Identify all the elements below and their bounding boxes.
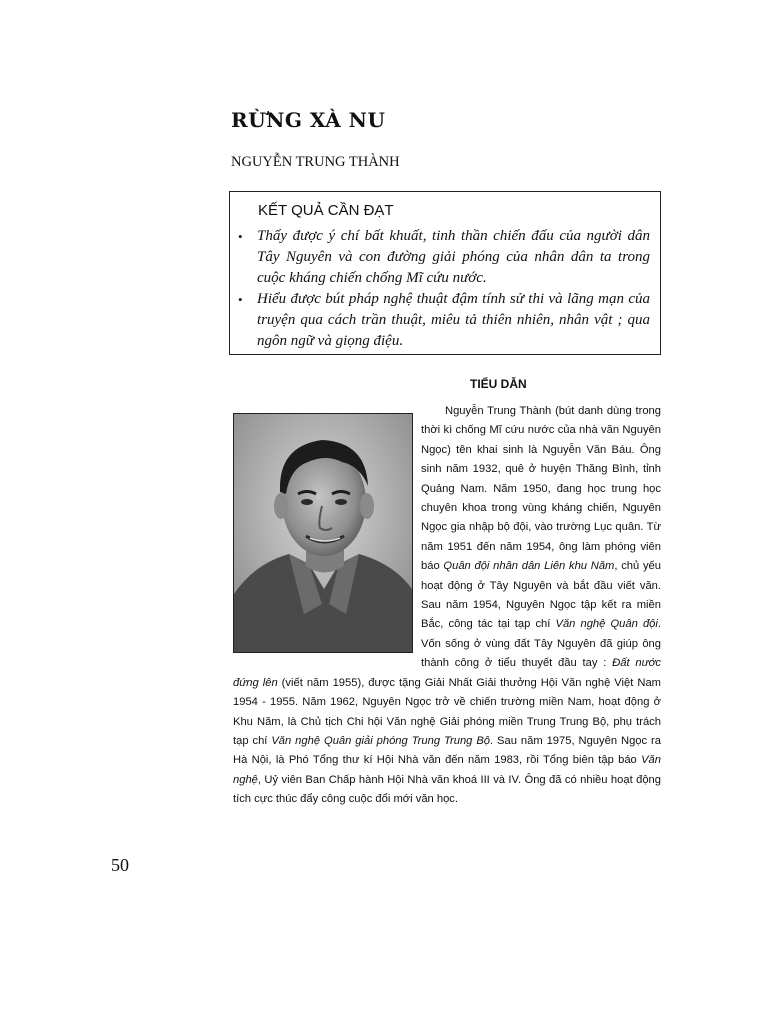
- introduction-heading: TIỂU DẪN: [470, 377, 527, 391]
- magazine-name: Văn nghệ Quân đội: [555, 618, 658, 631]
- objective-item: [238, 289, 650, 352]
- objective-text: Thấy được ý chí bất khuất, tinh thần chiến đấu của người dân Tây Nguyên và con đường giải phóng của nhân dân ta trong cuộc kháng chiến chống Mĩ cứu nước.: [257, 228, 650, 286]
- objective-text: Hiểu được bút pháp nghệ thuật đậm tính sử thi và lãng mạn của truyện qua cách trần thuật, miêu tả thiên nhiên, nhân vật ; qua ngôn ngữ và giọng điệu.: [257, 291, 650, 349]
- newspaper-name: Văn nghệ: [233, 754, 661, 786]
- intro-text: . Sau năm 1975, Nguyên Ngọc ra Hà Nội, là Phó Tổng thư kí Hội Nhà văn đến năm 1983, rồi Tổng biên tập báo: [233, 734, 661, 767]
- bullet-icon: •: [238, 292, 243, 307]
- bullet-icon: •: [238, 229, 243, 244]
- intro-text: , Uỷ viên Ban Chấp hành Hội Nhà văn khoá III và IV. Ông đã có nhiều hoạt động tích cực thúc đẩy công cuộc đổi mới văn học.: [233, 773, 661, 806]
- novel-title: Đất nước đứng lên: [233, 657, 662, 689]
- lesson-title: RỪNG XÀ NU: [231, 108, 386, 132]
- intro-text: Nguyễn Trung Thành (bút danh dùng trong thời kì chống Mĩ cứu nước của nhà văn Nguyên Ngọc) tên khai sinh là Nguyễn Văn Báu. Ông sinh năm 1932, quê ở huyện Thăng Bình, tỉnh Quảng Nam. Năm 1950, đang học trung học chuyên khoa trong vùng kháng chiến, Nguyên Ngọc gia nhập bộ đội, vào trường Lục quân. Từ năm 1951 đến năm 1954, ông làm phóng viên báo: [421, 405, 661, 573]
- magazine-name: Văn nghệ Quân giải phóng Trung Trung Bộ: [271, 734, 491, 747]
- intro-text: . Vốn sống ở vùng đất Tây Nguyên đã giúp ông thành công ở tiểu thuyết đầu tay :: [421, 618, 661, 670]
- intro-text: , chủ yếu hoạt động ở Tây Nguyên và bắt đầu viết văn. Sau năm 1954, Nguyên Ngọc tập kết ra miền Bắc, công tác tại tạp chí: [421, 560, 661, 631]
- page-number: 50: [111, 855, 129, 875]
- portrait-spacer: [233, 402, 421, 659]
- learning-objectives-box: [229, 191, 661, 355]
- objectives-list: [238, 226, 650, 352]
- objectives-heading: KẾT QUẢ CẦN ĐẠT: [258, 202, 394, 219]
- intro-text: (viết năm 1955), được tặng Giải Nhất Giải thưởng Hội Văn nghệ Việt Nam 1954 - 1955. Năm 1962, Nguyên Ngọc trở về chiến trường miền Nam, hoạt động ở Khu Năm, là Chủ tịch Chi hội Văn nghệ Giải phóng miền Trung Trung Bộ, phụ trách tạp chí: [233, 676, 661, 747]
- objective-item: [238, 226, 650, 289]
- author-name: NGUYỄN TRUNG THÀNH: [231, 154, 400, 170]
- introduction-body: [233, 402, 661, 810]
- newspaper-name: Quân đội nhân dân Liên khu Năm: [443, 560, 615, 573]
